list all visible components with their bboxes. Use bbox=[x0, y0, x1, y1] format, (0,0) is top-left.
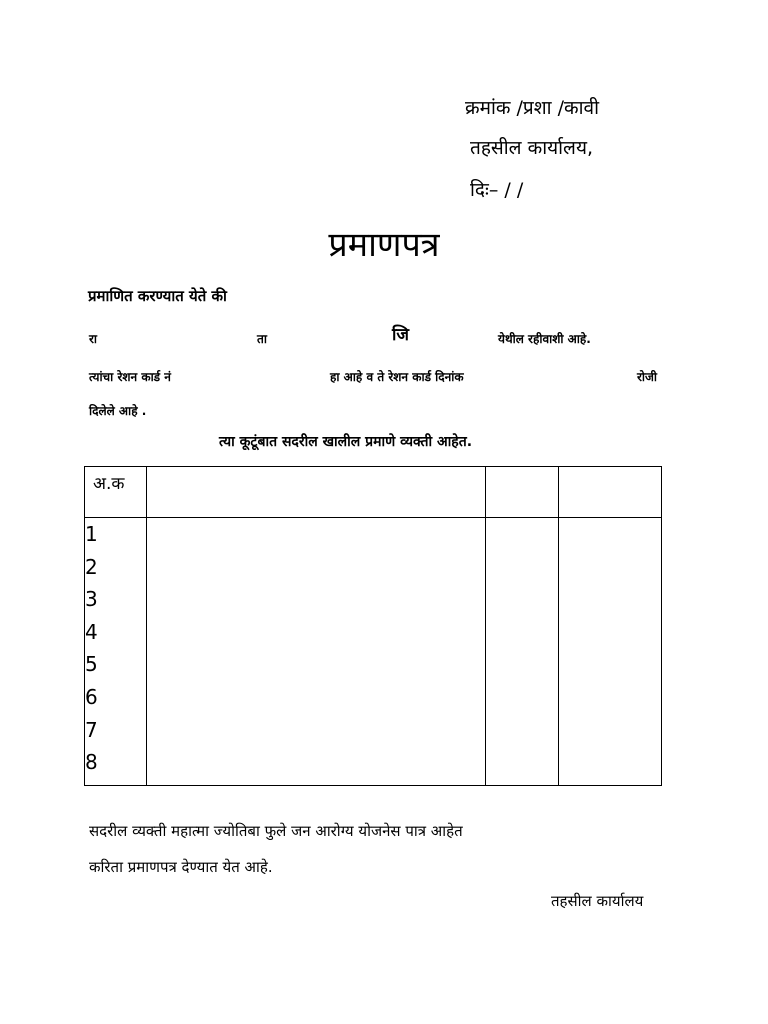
family-heading: त्या कूटूंबात सदरील खालील प्रमाणे व्यक्ती आहेत. bbox=[219, 434, 473, 450]
address-village-label: रा bbox=[89, 332, 98, 346]
serial-number-cell bbox=[85, 518, 147, 786]
serial-number: 2 bbox=[85, 554, 98, 579]
ration-card-date-text: हा आहे व ते रेशन कार्ड दिनांक bbox=[330, 370, 464, 384]
member-col4-cell bbox=[559, 518, 662, 786]
address-taluka-label: ता bbox=[257, 332, 267, 346]
serial-number: 4 bbox=[85, 619, 98, 644]
conclusion-line-1: सदरील व्यक्ती महात्मा ज्योतिबा फुले जन आरोग्य योजनेस पात्र आहेत bbox=[89, 822, 463, 840]
member-name-cell bbox=[147, 518, 486, 786]
signature-office: तहसील कार्यालय bbox=[551, 892, 644, 910]
member-col3-cell bbox=[486, 518, 559, 786]
ration-card-issued-text: दिलेले आहे . bbox=[89, 404, 147, 418]
header-serial-label: अ.क bbox=[93, 474, 125, 494]
address-district-label: जि bbox=[392, 325, 410, 345]
serial-number: 5 bbox=[85, 652, 98, 677]
conclusion-line-2: करिता प्रमाणपत्र देण्यात येत आहे. bbox=[89, 858, 273, 876]
header-name-cell bbox=[147, 467, 486, 518]
address-resident-text: येथील रहीवाशी आहे. bbox=[498, 332, 591, 346]
serial-number: 8 bbox=[85, 750, 98, 775]
serial-number: 1 bbox=[85, 522, 98, 546]
ration-card-label: त्यांचा रेशन कार्ड नं bbox=[89, 370, 171, 384]
serial-number: 6 bbox=[85, 684, 98, 709]
serial-number: 3 bbox=[85, 587, 98, 612]
date-line: दिः– / / bbox=[470, 179, 524, 201]
certify-heading: प्रमाणित करण्यात येते की bbox=[88, 287, 227, 305]
header-col4-cell bbox=[559, 467, 662, 518]
reference-number: क्रमांक /प्रशा /कावी bbox=[465, 97, 599, 119]
page-title: प्रमाणपत्र bbox=[328, 225, 440, 265]
table-header-row bbox=[85, 467, 662, 518]
ration-card-day-text: रोजी bbox=[637, 370, 658, 384]
family-members-table bbox=[84, 466, 662, 786]
header-col3-cell bbox=[486, 467, 559, 518]
table-body-row bbox=[85, 518, 662, 786]
header-serial-cell bbox=[85, 467, 147, 518]
serial-number: 7 bbox=[85, 717, 98, 742]
office-name: तहसील कार्यालय, bbox=[470, 137, 594, 159]
